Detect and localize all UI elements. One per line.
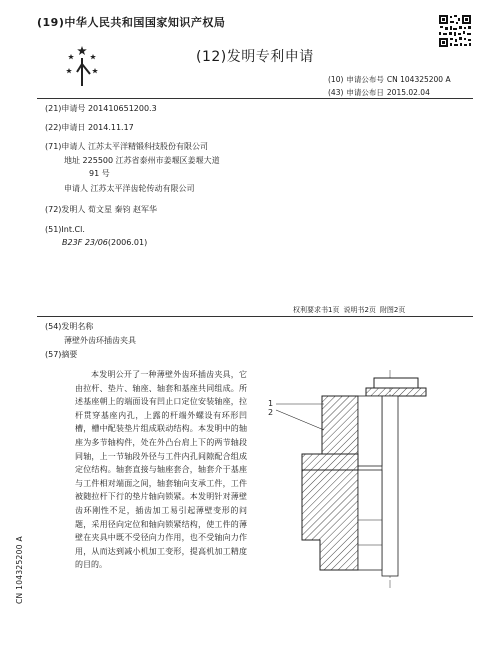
page-counts: 权利要求书1页 说明书2页 附图2页: [293, 306, 406, 314]
publication-number: CN 104325200 A: [386, 75, 451, 84]
document-type: (12)发明专利申请: [196, 49, 314, 65]
publication-date-row: (43) 申请公布日 2015.02.04: [328, 88, 430, 97]
sipo-emblem-icon: [66, 44, 98, 88]
figure-label-1: 1: [268, 399, 274, 408]
section-divider: [37, 316, 473, 317]
second-applicant-row: 申请人 江苏太平洋齿轮传动有限公司: [64, 184, 195, 193]
publication-number-row: (10) 申请公布号 CN 104325200 A: [328, 75, 451, 84]
qr-code-icon: [438, 14, 472, 48]
address-row-2: 91 号: [89, 169, 110, 178]
fixture-cross-section-drawing: [262, 370, 462, 590]
invention-title-label: (54)发明名称: [45, 322, 94, 331]
abstract-label: (57)摘要: [45, 350, 78, 359]
side-publication-code: CN 104325200 A: [15, 536, 24, 604]
abstract-text: 本发明公开了一种薄壁外齿环插齿夹具，它由拉杆、垫片、轴座、轴套和基座共同组成。所述基座朝上的端面设有凹止口定位安装轴座，拉杆贯穿基座内孔，上露的杆端外螺设有环形凹槽，槽中配装垫片组成联动结构。本发明中的轴座为多节轴构件，处在外凸台肩上下的两节轴段同轴，上一节轴段外径与工件内孔间隙配合组成定位结构。轴套直接与轴座套合，轴套介于基座与工件相对端面之间，轴套轴向支承工件，工件被随拉杆下行的垫片轴向锁紧。本发明针对薄壁齿环刚性不足，插齿加工易引起薄壁变形的问题，采用径向定位和轴向锁紧结构，使工件的薄壁在夹具中既不受径向力作用，也不受轴向力作用，从而达到减小机加工变形，提高机加工精度的目的。: [75, 370, 247, 570]
figure-label-2: 2: [268, 408, 274, 417]
inventors-row: (72)发明人 荀文星 秦钧 赵军华: [45, 205, 158, 214]
int-cl-row: (51)Int.Cl.: [45, 225, 85, 234]
address-row: 地址 225500 江苏省泰州市姜堰区姜堰大道: [64, 156, 220, 165]
application-number-row: (21)申请号 201410651200.3: [45, 104, 157, 113]
invention-title: 薄壁外齿环插齿夹具: [64, 336, 136, 345]
applicant-row: (71)申请人 江苏太平洋精锻科技股份有限公司: [45, 142, 208, 151]
publication-date: 2015.02.04: [386, 88, 430, 97]
int-cl-value: B23F 23/06(2006.01): [62, 238, 148, 247]
patent-office-name: (19)中华人民共和国国家知识产权局: [37, 16, 226, 29]
header-divider: [37, 98, 473, 99]
application-date-row: (22)申请日 2014.11.17: [45, 123, 134, 132]
